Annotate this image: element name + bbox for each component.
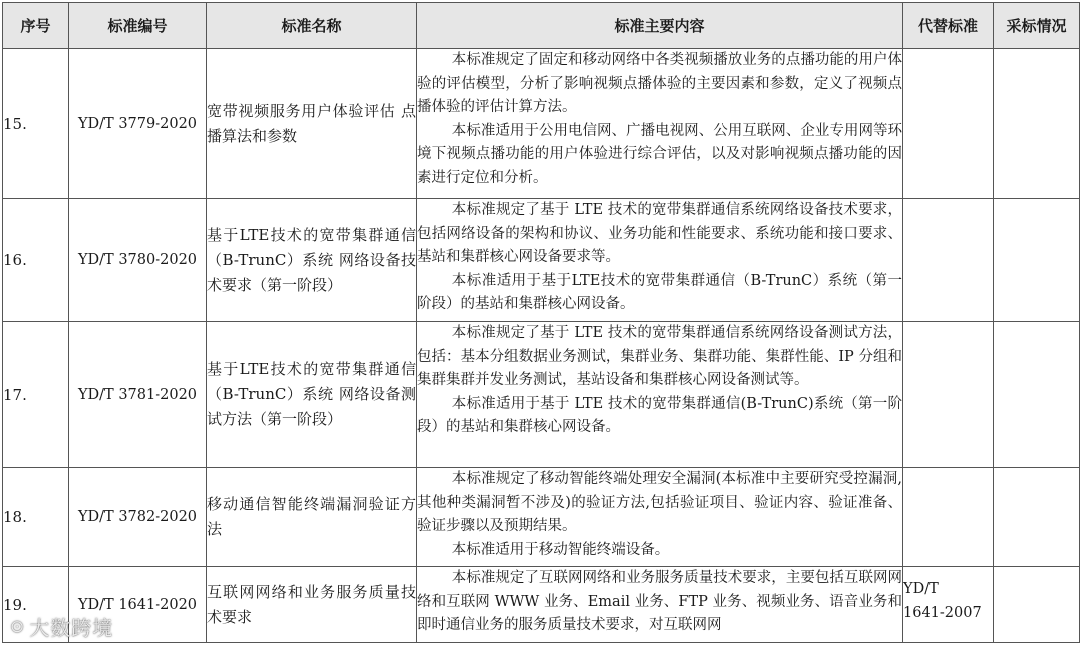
- content-paragraph: 本标准规定了互联网网络和业务服务质量技术要求，主要包括互联网网络和互联网 WWW 业务、Email 业务、FTP 业务、视频业务、语音业务和即时通信业务的服务质量技术要求，对互联网网: [417, 570, 902, 633]
- watermark-text: 大数跨境: [29, 616, 114, 640]
- row-no: 16.: [3, 199, 69, 322]
- standards-table: [2, 2, 1080, 643]
- header-content: 标准主要内容: [417, 3, 903, 49]
- row-content: [417, 567, 903, 643]
- row-adoption: [994, 49, 1080, 199]
- header-code: 标准编号: [69, 3, 207, 49]
- row-no: 15.: [3, 49, 69, 199]
- replaces-text: [903, 322, 993, 333]
- row-adoption: [994, 567, 1080, 643]
- row-no: 18.: [3, 468, 69, 567]
- row-replaces: [903, 468, 994, 567]
- table-row: [3, 49, 1080, 199]
- row-code: YD/T 3780-2020: [69, 199, 207, 322]
- content-paragraph: 本标准适用于公用电信网、广播电视网、公用互联网、企业专用网等环境下视频点播功能的用户体验进行综合评估，以及对影响视频点播功能的因素进行定位和分析。: [417, 122, 902, 186]
- table-row: [3, 567, 1080, 643]
- row-adoption: [994, 468, 1080, 567]
- header-name: 标准名称: [207, 3, 417, 49]
- row-content: [417, 322, 903, 468]
- row-code: YD/T 3779-2020: [69, 49, 207, 199]
- row-adoption: [994, 199, 1080, 322]
- table-row: [3, 468, 1080, 567]
- content-paragraph: 本标准适用于基于 LTE 技术的宽带集群通信(B-TrunC)系统（第一阶段）的基站和集群核心网设备。: [417, 395, 902, 435]
- row-name: 互联网网络和业务服务质量技术要求: [207, 567, 417, 643]
- row-replaces: [903, 322, 994, 468]
- row-no: 17.: [3, 322, 69, 468]
- row-content: [417, 49, 903, 199]
- row-name: 宽带视频服务用户体验评估 点播算法和参数: [207, 49, 417, 199]
- row-no: 19.: [3, 567, 69, 643]
- row-replaces: [903, 199, 994, 322]
- chat-bubbles-icon: ⊙: [10, 616, 26, 637]
- row-code: YD/T 1641-2020: [69, 567, 207, 643]
- row-name: 基于LTE技术的宽带集群通信（B-TrunC）系统 网络设备技术要求（第一阶段）: [207, 199, 417, 322]
- table-header-row: [3, 3, 1080, 49]
- content-paragraph: 本标准适用于基于LTE技术的宽带集群通信（B-TrunC）系统（第一阶段）的基站和集群核心网设备。: [417, 272, 902, 312]
- row-name: 基于LTE技术的宽带集群通信（B-TrunC）系统 网络设备测试方法（第一阶段）: [207, 322, 417, 468]
- row-name: 移动通信智能终端漏洞验证方法: [207, 468, 417, 567]
- row-code: YD/T 3781-2020: [69, 322, 207, 468]
- content-paragraph: 本标准规定了基于 LTE 技术的宽带集群通信系统网络设备测试方法，包括：基本分组数据业务测试，集群业务、集群功能、集群性能、IP 分组和集群集群并发业务测试，基站设备和集群核心网设备测试等。: [417, 325, 902, 388]
- row-code: YD/T 3782-2020: [69, 468, 207, 567]
- table-row: [3, 199, 1080, 322]
- header-adoption: 采标情况: [994, 3, 1080, 49]
- header-no: 序号: [3, 3, 69, 49]
- row-replaces: [903, 567, 994, 643]
- row-content: [417, 468, 903, 567]
- replaces-text: [903, 199, 993, 210]
- header-replaces: 代替标准: [903, 3, 994, 49]
- row-content: [417, 199, 903, 322]
- replaces-text: [903, 468, 993, 479]
- content-paragraph: 本标准规定了固定和移动网络中各类视频播放业务的点播功能的用户体验的评估模型，分析了影响视频点播体验的主要因素和参数，定义了视频点播体验的评估计算方法。: [417, 52, 902, 115]
- content-paragraph: 本标准规定了移动智能终端处理安全漏洞(本标准中主要研究受控漏洞,其他种类漏洞暂不涉及)的验证方法,包括验证项目、验证内容、验证准备、验证步骤以及预期结果。: [417, 471, 902, 534]
- content-paragraph: 本标准规定了基于 LTE 技术的宽带集群通信系统网络设备技术要求，包括网络设备的架构和协议、业务功能和性能要求、系统功能和接口要求、基站和集群核心网设备要求等。: [417, 202, 902, 265]
- replaces-text: YD/T 1641-2007: [903, 581, 982, 621]
- row-replaces: [903, 49, 994, 199]
- row-adoption: [994, 322, 1080, 468]
- replaces-text: [903, 49, 993, 60]
- watermark: [10, 612, 113, 641]
- content-paragraph: 本标准适用于移动智能终端设备。: [451, 541, 670, 558]
- table-row: [3, 322, 1080, 468]
